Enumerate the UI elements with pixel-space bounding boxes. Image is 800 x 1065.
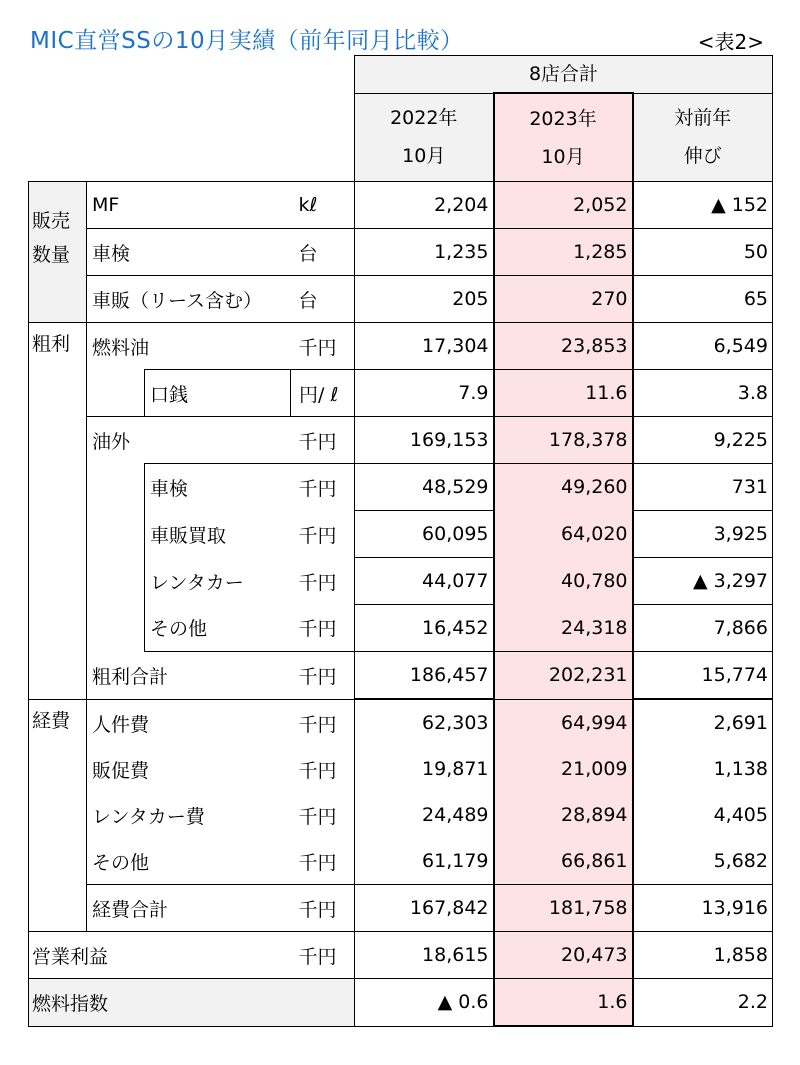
- row-label: 燃料指数: [29, 979, 291, 1027]
- row-unit: 千円: [291, 605, 355, 652]
- cell-diff: 65: [633, 276, 773, 323]
- cell-2023: 49,260: [494, 464, 633, 511]
- row-label: レンタカー費: [87, 792, 291, 838]
- table-row: [29, 370, 773, 417]
- cell-2022: 167,842: [355, 885, 494, 932]
- row-unit: 千円: [291, 932, 355, 979]
- page-title: MIC直営SSの10月実績（前年同月比較）: [30, 28, 464, 54]
- table-row: [29, 323, 773, 370]
- results-table: [28, 55, 773, 1027]
- section-gross: 粗利: [29, 323, 87, 700]
- cell-2022: 44,077: [355, 558, 494, 605]
- cell-diff: 6,549: [633, 323, 773, 370]
- cell-2023: 11.6: [494, 370, 633, 417]
- row-unit: 千円: [291, 558, 355, 605]
- cell-2022: 18,615: [355, 932, 494, 979]
- cell-diff: 13,916: [633, 885, 773, 932]
- table-row: [29, 885, 773, 932]
- row-unit: kℓ: [291, 182, 355, 229]
- row-label: 粗利合計: [92, 665, 169, 688]
- row-unit: [291, 979, 355, 1027]
- cell-2023: 24,318: [494, 605, 633, 652]
- row-label: 燃料油: [87, 323, 291, 370]
- cell-2022: 24,489: [355, 792, 494, 838]
- cell-2023: 270: [494, 276, 633, 323]
- row-label: 油外: [87, 417, 291, 464]
- col-header-diff: 対前年 伸び: [633, 93, 773, 182]
- cell-2022: 169,153: [355, 417, 494, 464]
- row-unit: 千円: [291, 323, 355, 370]
- row-unit: 千円: [291, 417, 355, 464]
- row-label: MF: [87, 182, 291, 229]
- row-label: 販促費: [87, 746, 291, 792]
- table-row: [29, 838, 773, 885]
- cell-2022: 2,204: [355, 182, 494, 229]
- cell-diff: 15,774: [633, 652, 773, 699]
- cell-2022: 16,452: [355, 605, 494, 652]
- table-row: [29, 417, 773, 464]
- cell-2022: 61,179: [355, 838, 494, 885]
- cell-2022: 19,871: [355, 746, 494, 792]
- cell-2023: 2,052: [494, 182, 633, 229]
- cell-diff: ▲ 152: [633, 182, 773, 229]
- col-header-2023: 2023年 10月: [494, 93, 633, 182]
- col-header-2022: 2022年 10月: [355, 93, 494, 182]
- cell-diff: 3,925: [633, 511, 773, 558]
- row-unit: 千円: [291, 746, 355, 792]
- row-unit: 千円: [291, 792, 355, 838]
- cell-diff: 2,691: [633, 700, 773, 747]
- table-row: [29, 746, 773, 792]
- cell-diff: 731: [633, 464, 773, 511]
- row-label: 営業利益: [29, 932, 291, 979]
- cell-2023: 21,009: [494, 746, 633, 792]
- cell-2022: 1,235: [355, 229, 494, 276]
- row-unit: 千円: [291, 464, 355, 511]
- section-expense: 経費: [29, 700, 87, 932]
- cell-2023: 1,285: [494, 229, 633, 276]
- table-row: [29, 276, 773, 323]
- table-row: [29, 182, 773, 229]
- table-row: [29, 700, 773, 747]
- cell-2023: 1.6: [494, 979, 633, 1027]
- row-label: 経費合計: [87, 885, 291, 932]
- cell-2023: 181,758: [494, 885, 633, 932]
- cell-2022: 60,095: [355, 511, 494, 558]
- table-row: [29, 932, 773, 979]
- cell-2023: 202,231: [494, 652, 633, 699]
- cell-2022: 48,529: [355, 464, 494, 511]
- cell-2022: 17,304: [355, 323, 494, 370]
- cell-2022: 7.9: [355, 370, 494, 417]
- cell-2023: 64,994: [494, 700, 633, 747]
- row-label: レンタカー: [150, 571, 244, 594]
- cell-2022: 186,457: [355, 652, 494, 699]
- row-label: その他: [145, 605, 291, 652]
- section-sales: 販売数量: [29, 182, 87, 323]
- row-label: 車販買取: [150, 524, 227, 547]
- cell-diff: 2.2: [633, 979, 773, 1027]
- cell-2023: 28,894: [494, 792, 633, 838]
- row-unit: 千円: [291, 885, 355, 932]
- row-unit: 千円: [291, 652, 355, 699]
- row-unit: 台: [291, 276, 355, 323]
- cell-2023: 23,853: [494, 323, 633, 370]
- table-row: [29, 979, 773, 1027]
- cell-2022: ▲ 0.6: [355, 979, 494, 1027]
- row-label: 車検: [145, 464, 291, 511]
- table-row: [29, 652, 773, 699]
- row-label: 口銭: [145, 370, 291, 417]
- table-row: [29, 792, 773, 838]
- cell-diff: 1,858: [633, 932, 773, 979]
- row-unit: 千円: [291, 511, 355, 558]
- cell-diff: 9,225: [633, 417, 773, 464]
- row-unit: 千円: [291, 838, 355, 885]
- cell-diff: 3.8: [633, 370, 773, 417]
- row-label: 車販（リース含む）: [87, 276, 291, 323]
- row-label: その他: [87, 838, 291, 885]
- cell-2023: 64,020: [494, 511, 633, 558]
- cell-diff: 4,405: [633, 792, 773, 838]
- row-unit: 台: [291, 229, 355, 276]
- row-unit: 千円: [291, 700, 355, 747]
- cell-2023: 66,861: [494, 838, 633, 885]
- cell-2022: 205: [355, 276, 494, 323]
- group-header: 8店合計: [355, 56, 773, 94]
- table-row: [29, 229, 773, 276]
- cell-diff: ▲ 3,297: [633, 558, 773, 605]
- row-label: 人件費: [87, 700, 291, 747]
- cell-2023: 40,780: [494, 558, 633, 605]
- table-row: [29, 464, 773, 511]
- row-label: 車検: [87, 229, 291, 276]
- table-tag: <表2>: [697, 30, 764, 54]
- row-unit: 円/ ℓ: [291, 370, 355, 417]
- cell-2022: 62,303: [355, 700, 494, 747]
- cell-2023: 178,378: [494, 417, 633, 464]
- cell-diff: 1,138: [633, 746, 773, 792]
- cell-diff: 5,682: [633, 838, 773, 885]
- cell-2023: 20,473: [494, 932, 633, 979]
- cell-diff: 7,866: [633, 605, 773, 652]
- cell-diff: 50: [633, 229, 773, 276]
